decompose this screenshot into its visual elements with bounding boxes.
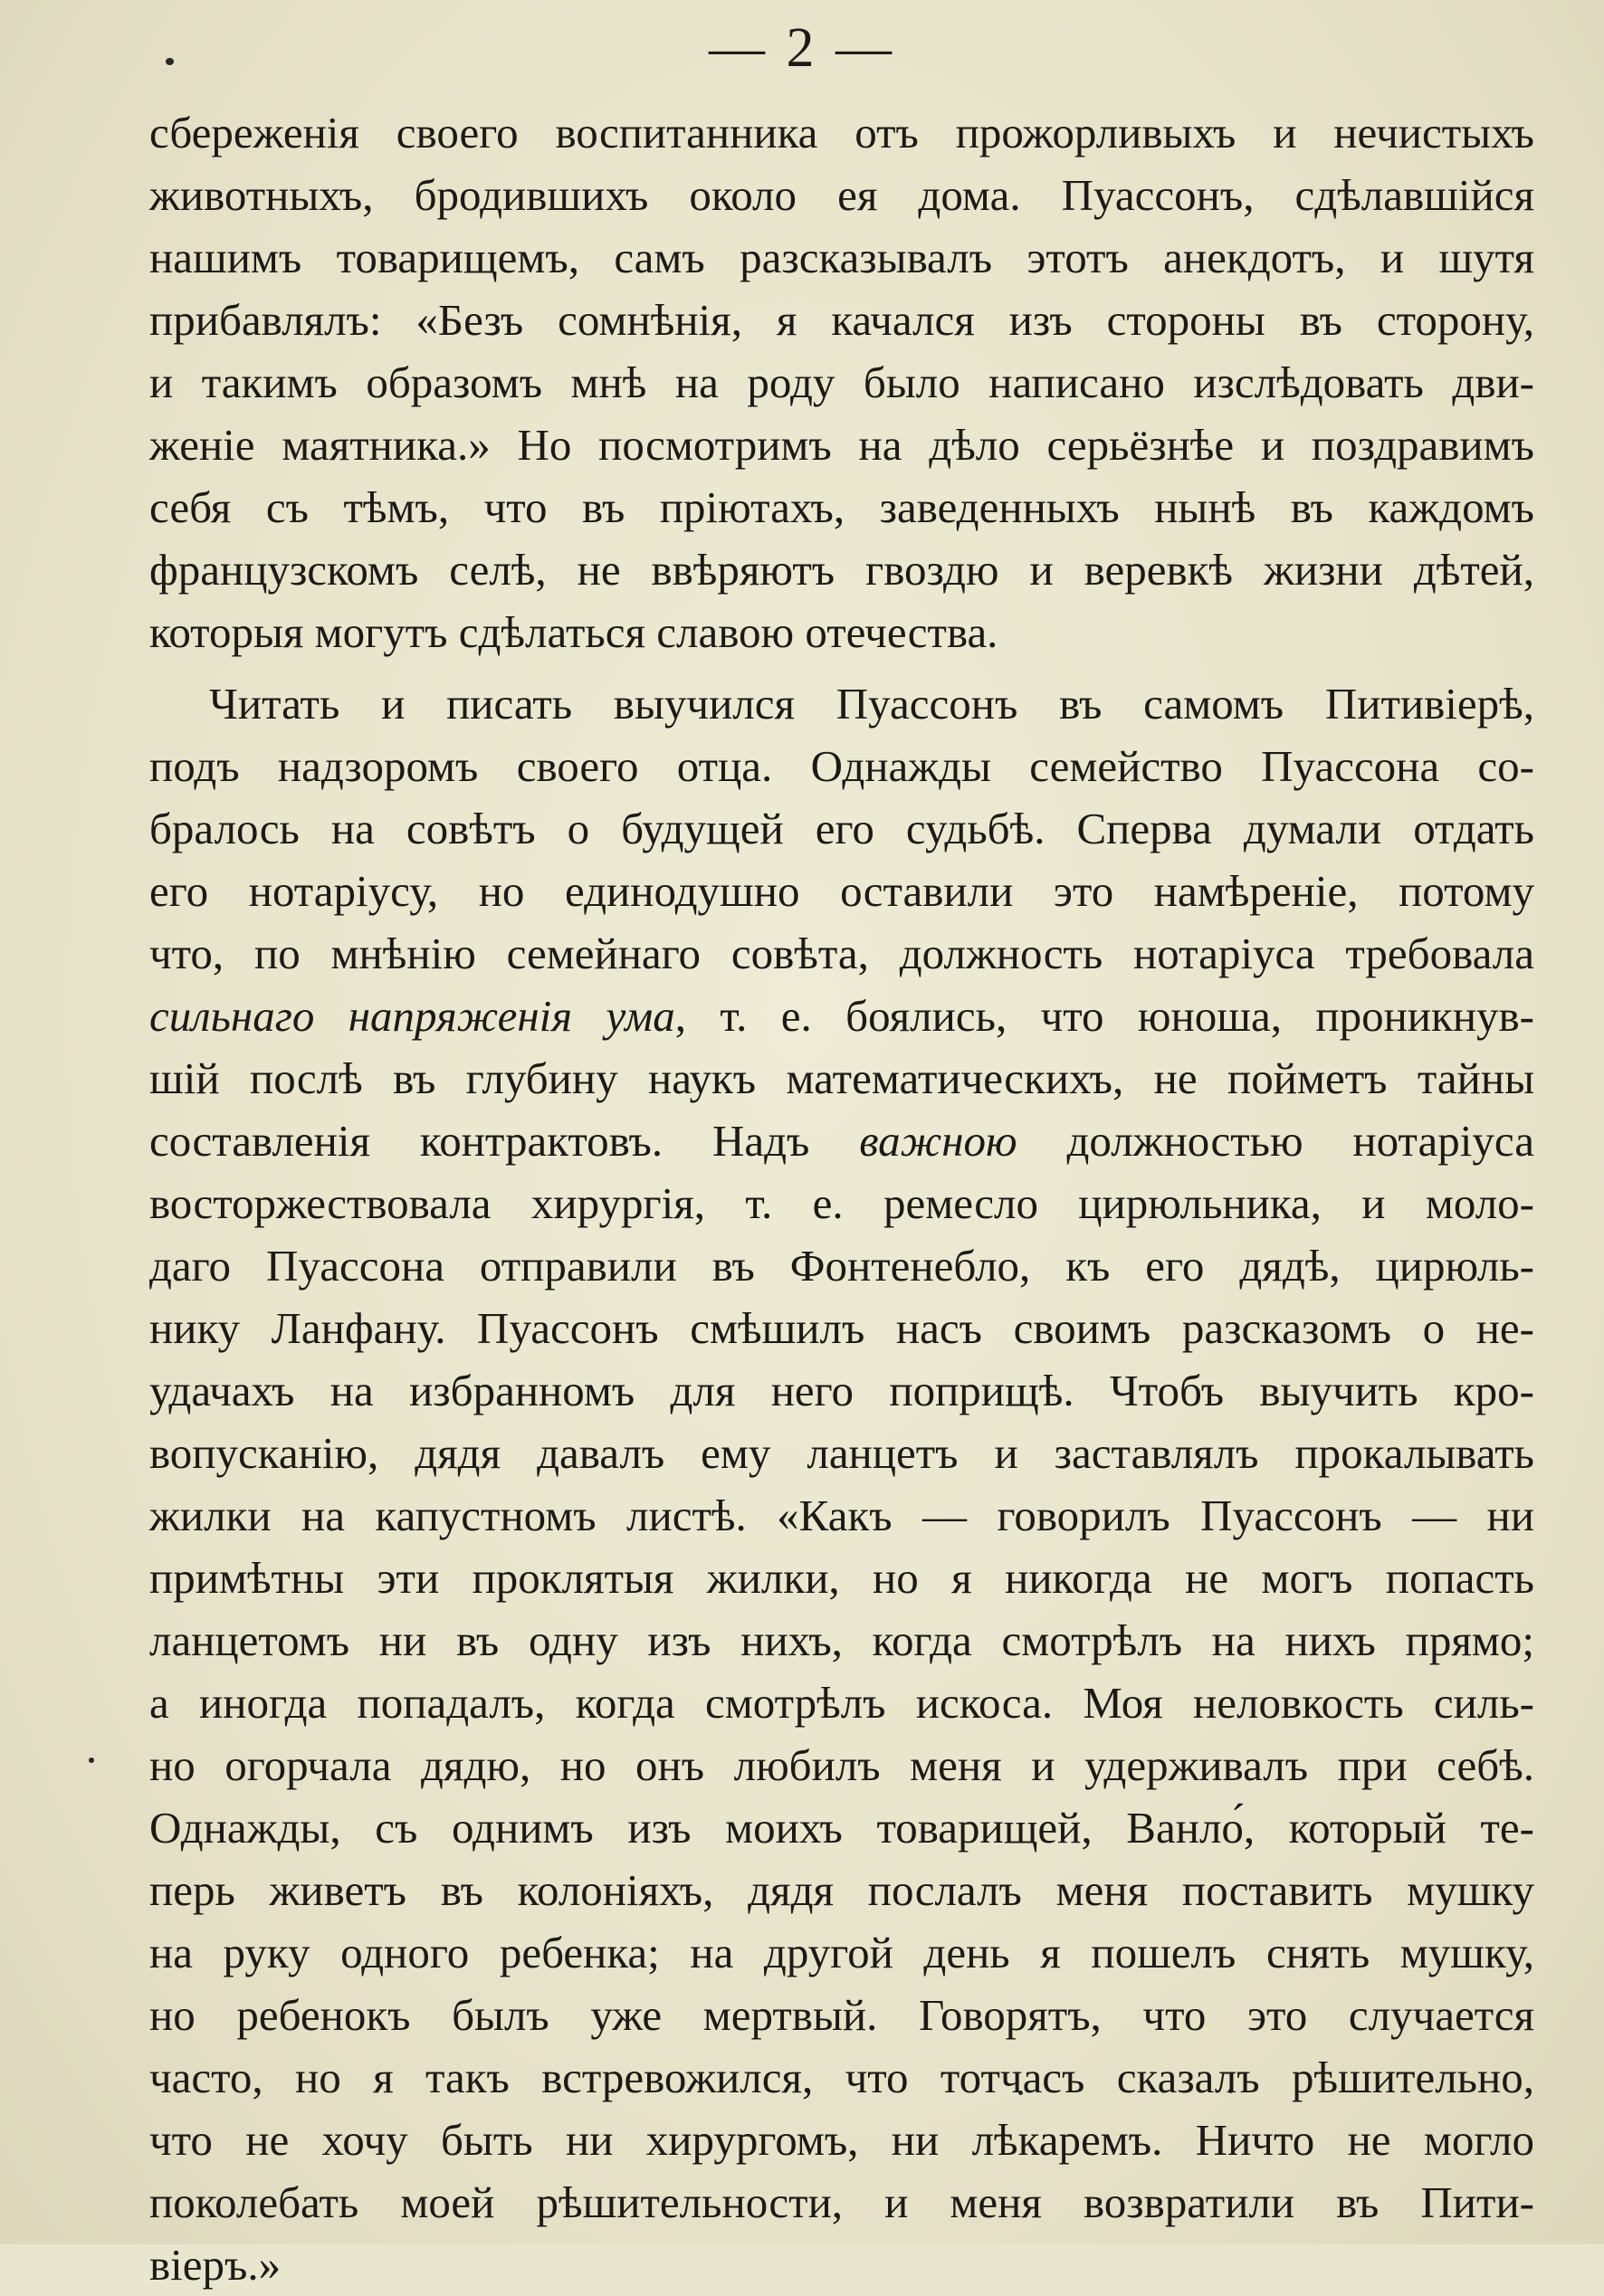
text-line: и такимъ образомъ мнѣ на роду было написано изслѣдовать дви- — [149, 357, 1534, 407]
text-line: віеръ.» — [149, 2240, 282, 2290]
text-line: часто, но я такъ встревожился, что тотчасъ сказалъ рѣшительно, — [149, 2053, 1534, 2102]
text-line: бралось на совѣтъ о будущей его судьбѣ. Сперва думали отдать — [149, 804, 1534, 853]
text-line: на руку одного ребенка; на другой день я пошелъ снять мушку, — [149, 1928, 1534, 1977]
paragraph-2 — [149, 672, 1534, 2296]
text-line-mixed — [149, 1110, 1534, 1172]
text-line-mixed — [149, 985, 1534, 1047]
text-line: нашимъ товарищемъ, самъ разсказывалъ этотъ анекдотъ, и шутя — [149, 233, 1534, 282]
text-line: жилки на капустномъ листѣ. «Какъ — говорилъ Пуассонъ — ни — [149, 1491, 1534, 1540]
text-line: перь живетъ въ колоніяхъ, дядя послалъ меня поставить мушку — [149, 1865, 1534, 1915]
text-line: ланцетомъ ни въ одну изъ нихъ, когда смотрѣлъ на нихъ прямо; — [149, 1615, 1534, 1665]
text-line: нику Ланфану. Пуассонъ смѣшилъ насъ своимъ разсказомъ о не- — [149, 1303, 1534, 1353]
text-line: себя съ тѣмъ, что въ пріютахъ, заведенныхъ нынѣ въ каждомъ — [149, 482, 1534, 532]
text-line: французскомъ селѣ, не ввѣряютъ гвоздю и веревкѣ жизни дѣтей, — [149, 545, 1534, 595]
text-line: удачахъ на избранномъ для него поприщѣ. Чтобъ выучить кро- — [149, 1366, 1534, 1415]
paragraph-gap — [149, 663, 1534, 672]
text-line: но ребенокъ былъ уже мертвый. Говорятъ, что это случается — [149, 1990, 1534, 2040]
text-line: что не хочу быть ни хирургомъ, ни лѣкаремъ. Ничто не могло — [149, 2115, 1534, 2165]
text-line: примѣтны эти проклятыя жилки, но я никогда не могъ попасть — [149, 1553, 1534, 1603]
text-line: подъ надзоромъ своего отца. Однажды семейство Пуассона со- — [149, 741, 1534, 791]
ink-speck — [166, 58, 174, 65]
text-line: его нотаріусу, но единодушно оставили это намѣреніе, потому — [149, 866, 1534, 916]
page-number: — 2 — — [709, 17, 895, 79]
text-line: что, по мнѣнію семейнаго совѣта, должность нотаріуса требовала — [149, 929, 1534, 978]
text-line: Читать и писать выучился Пуассонъ въ самомъ Питивіерѣ, — [209, 679, 1534, 729]
text-line: восторжествовала хирургія, т. е. ремесло цирюльника, и моло- — [149, 1178, 1534, 1228]
italic-word: важною — [859, 1116, 1017, 1166]
text-line: сбереженія своего воспитанника отъ прожорливыхъ и нечистыхъ — [149, 108, 1534, 157]
text-segment: , т. е. боялись, что юноша, проникнув- — [674, 991, 1534, 1041]
text-line: шій послѣ въ глубину наукъ математическихъ, не пойметъ тайны — [149, 1053, 1534, 1103]
text-line: животныхъ, бродившихъ около ея дома. Пуассонъ, сдѣлавшійся — [149, 170, 1534, 220]
text-line: но огорчала дядю, но онъ любилъ меня и удерживалъ при себѣ. — [149, 1740, 1534, 1790]
text-line: поколебать моей рѣшительности, и меня возвратили въ Пити- — [149, 2177, 1534, 2227]
text-line: вопусканію, дядя давалъ ему ланцетъ и заставлялъ прокалывать — [149, 1428, 1534, 1478]
text-line: прибавлялъ: «Безъ сомнѣнія, я качался изъ стороны въ сторону, — [149, 295, 1534, 345]
italic-phrase: сильнаго напряженія ума — [149, 991, 675, 1041]
text-segment: должностью нотаріуса — [1017, 1116, 1534, 1166]
body-text — [149, 101, 1534, 2296]
text-segment: составленія контрактовъ. Надъ — [149, 1116, 860, 1166]
text-line: даго Пуассона отправили въ Фонтенебло, къ его дядѣ, цирюль- — [149, 1241, 1534, 1291]
text-line: Однажды, съ однимъ изъ моихъ товарищей, Ванло́, который те- — [149, 1803, 1534, 1853]
text-line: а иногда попадалъ, когда смотрѣлъ искоса. Моя неловкость силь- — [149, 1678, 1534, 1728]
text-line: которыя могутъ сдѣлаться славою отечества. — [149, 607, 998, 657]
text-line: женіе маятника.» Но посмотримъ на дѣло серьёзнѣе и поздравимъ — [149, 420, 1534, 470]
paragraph-1 — [149, 101, 1534, 663]
ink-speck — [89, 1758, 94, 1763]
